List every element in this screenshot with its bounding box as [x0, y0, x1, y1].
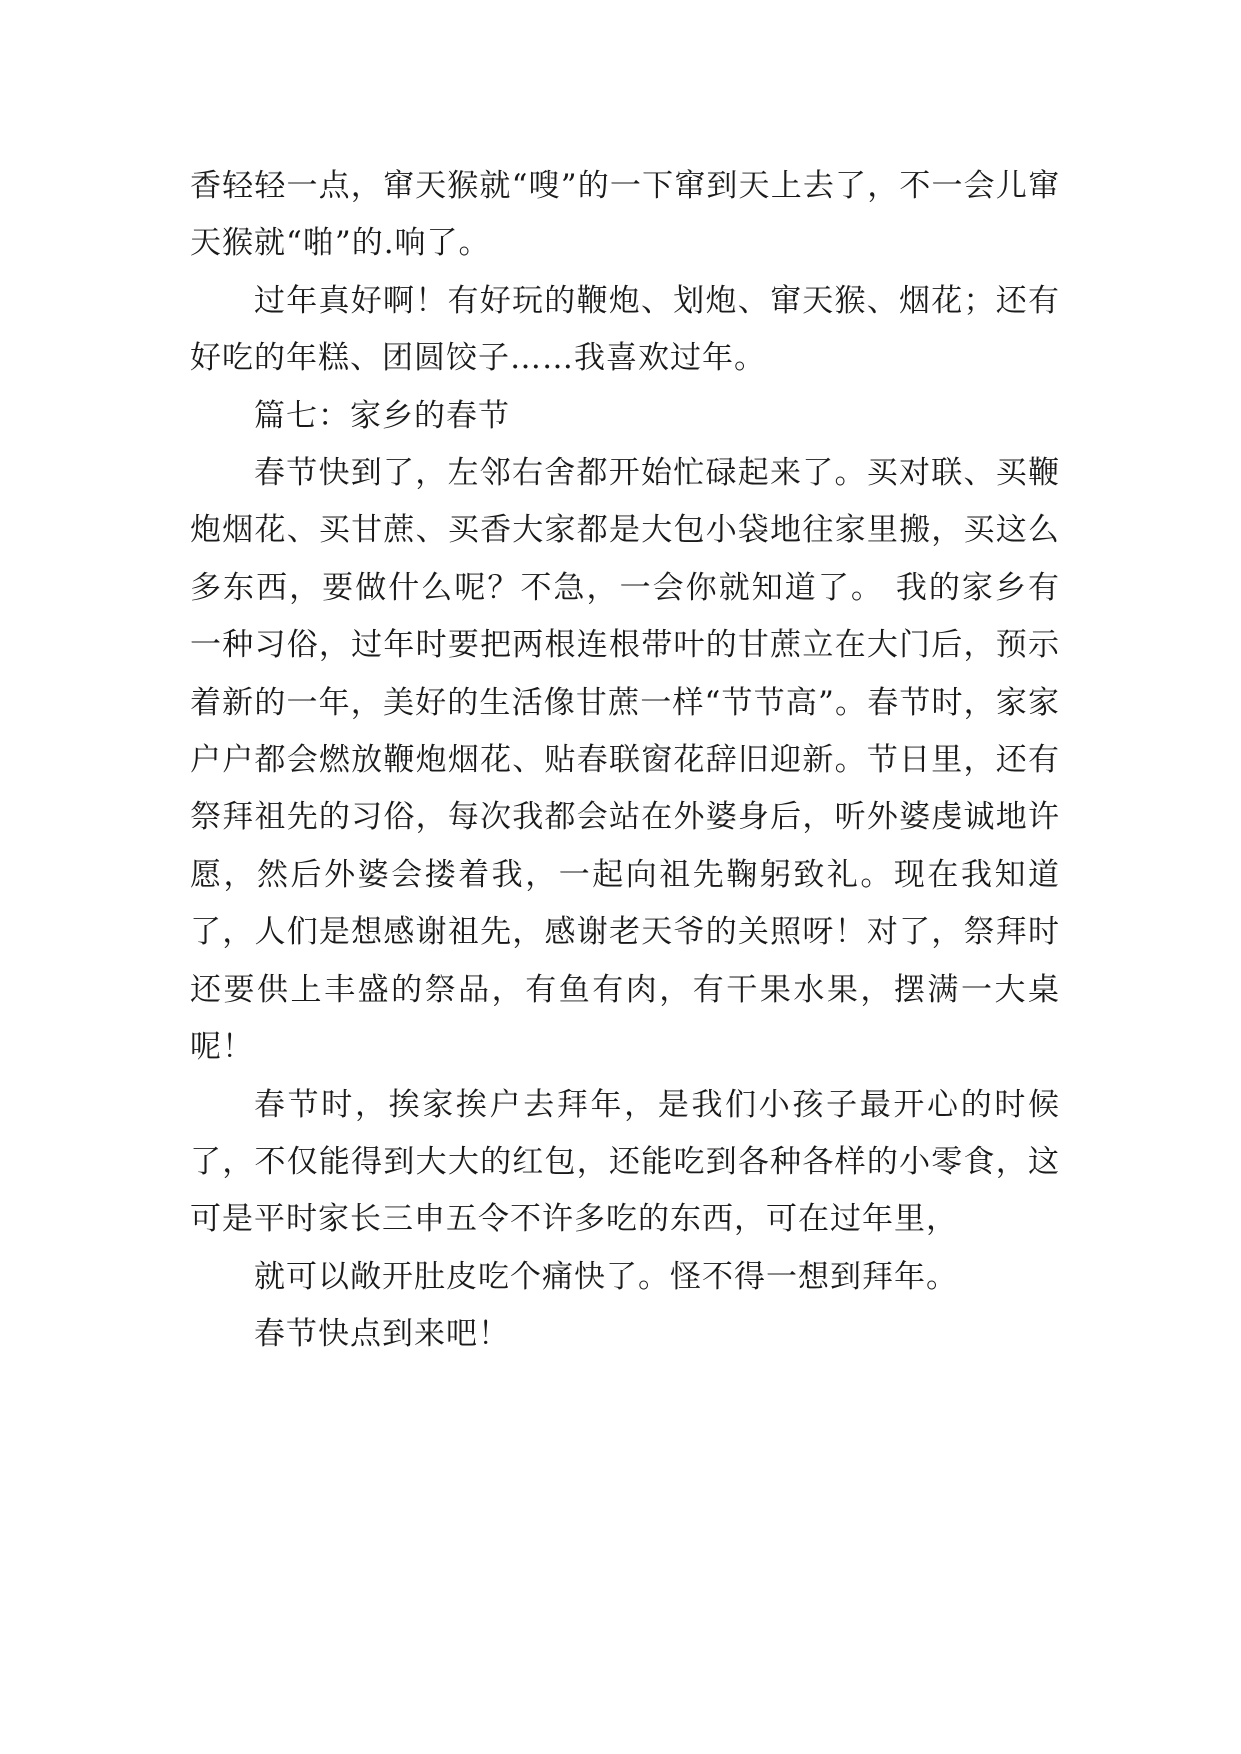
document-body: [190, 158, 1060, 1364]
paragraph-2: 过年真好啊！有好玩的鞭炮、划炮、窜天猴、烟花；还有好吃的年糕、团圆饺子……我喜欢过年。: [190, 282, 1060, 377]
paragraph-6: 春节快点到来吧！: [254, 1316, 510, 1353]
paragraph-5: 就可以敞开肚皮吃个痛快了。怪不得一想到拜年。: [254, 1258, 958, 1295]
section-heading: 篇七：家乡的春节: [254, 397, 510, 434]
paragraph-3: 春节快到了，左邻右舍都开始忙碌起来了。买对联、买鞭炮烟花、买甘蔗、买香大家都是大包小袋地往家里搬，买这么多东西，要做什么呢？不急，一会你就知道了。 我的家乡有一种习俗，过年时要把两根连根带叶的甘蔗立在大门后，预示着新的一年，美好的生活像甘蔗一样“节节高”。春节时，家家户户都会燃放鞭炮烟花、贴春联窗花辞旧迎新。节日里，还有祭拜祖先的习俗，每次我都会站在外婆身后，听外婆虔诚地许愿，然后外婆会搂着我，一起向祖先鞠躬致礼。现在我知道了，人们是想感谢祖先，感谢老天爷的关照呀！对了，祭拜时还要供上丰盛的祭品，有鱼有肉，有干果水果，摆满一大桌呢！: [190, 455, 1060, 1066]
paragraph-4: 春节时，挨家挨户去拜年，是我们小孩子最开心的时候了，不仅能得到大大的红包，还能吃到各种各样的小零食，这可是平时家长三申五令不许多吃的东西，可在过年里，: [190, 1086, 1060, 1238]
paragraph-1: 香轻轻一点，窜天猴就“嗖”的一下窜到天上去了，不一会儿窜天猴就“啪”的.响了。: [190, 168, 1060, 262]
